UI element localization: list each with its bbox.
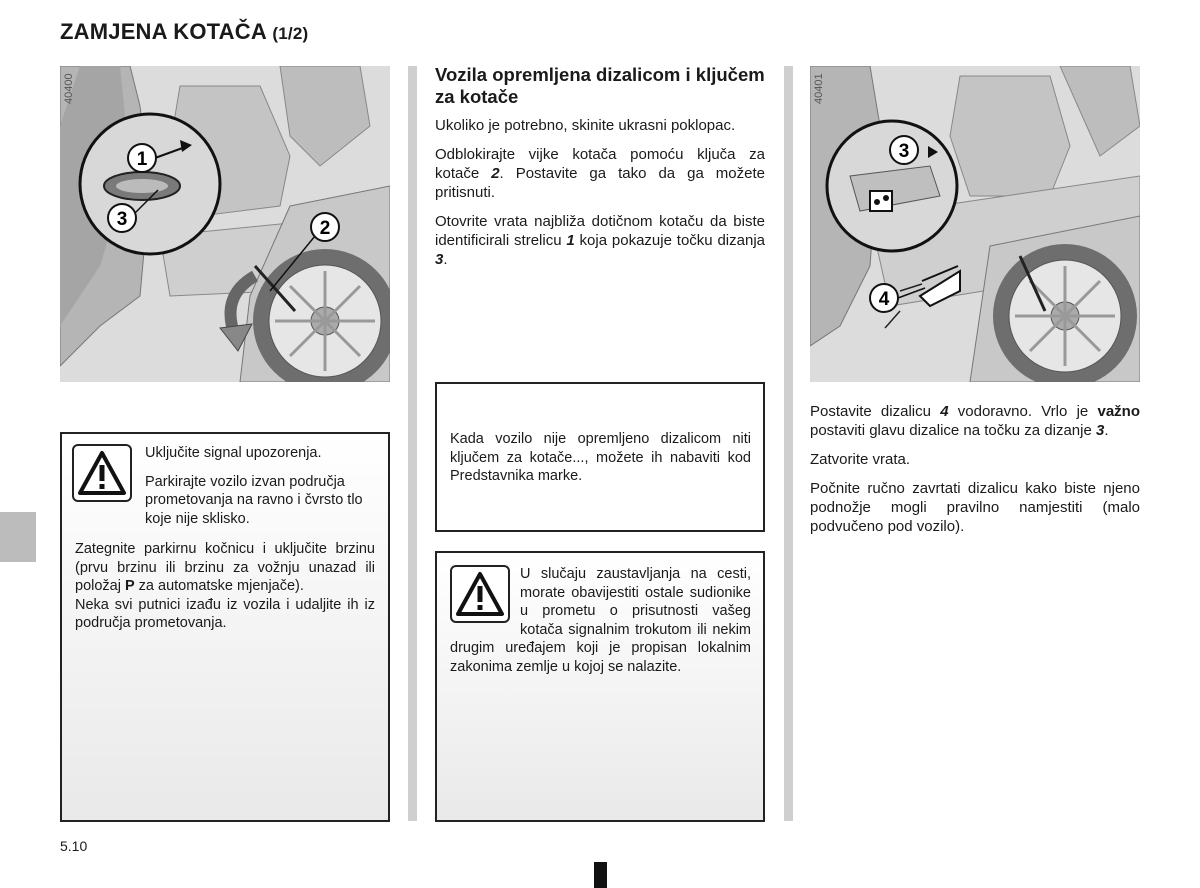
page-number: 5.10	[60, 838, 88, 854]
page-title-suffix: (1/2)	[272, 24, 309, 43]
column-separator-left	[408, 66, 417, 821]
right-paragraph-1: Postavite dizalicu 4 vodoravno. Vrlo je važno postaviti glavu dizalice na točku za dizanje 3.	[810, 403, 1141, 439]
warning-paragraph-2: Neka svi putnici izađu iz vozila i udaljite ih iz područja prometovanja.	[75, 596, 375, 631]
middle-paragraph-1: Ukoliko je potrebno, skinite ukrasni poklopac.	[435, 117, 736, 134]
warning-paragraph-1: Zategnite parkirnu kočnicu i uključite brzinu (prvu brzinu ili brzinu za vožnju unazad ili položaj P za automatske mjenjače).	[75, 541, 375, 594]
callout-4-label: 4	[878, 289, 890, 310]
callout-1-label: 1	[136, 149, 148, 170]
right-paragraph-2: Zatvorite vrata.	[810, 451, 911, 468]
warning-line-1: Uključite signal upozorenja.	[145, 445, 322, 461]
warning-box-left	[60, 432, 390, 822]
page-title	[60, 19, 308, 45]
note-box	[435, 382, 765, 532]
warning-triangle-icon	[450, 565, 510, 623]
right-column-text	[810, 402, 1140, 546]
figure-illustration	[810, 66, 1140, 382]
figure-door-lifting-point	[60, 66, 390, 382]
section-heading: Vozila opremljena dizalicom i ključem za kotače	[435, 64, 765, 107]
warning-line-2: Parkirajte vozilo izvan područja prometovanja na ravno i čvrsto tlo koje nije sklisko.	[145, 473, 363, 527]
page-marker	[594, 862, 607, 888]
callout-2-label: 2	[319, 218, 331, 239]
column-separator-right	[784, 66, 793, 821]
page-title-main: ZAMJENA KOTAČA	[60, 19, 267, 44]
middle-paragraph-3: Otovrite vrata najbliža dotičnom kotaču da biste identificirali strelicu 1 koja pokazuje točku dizanja 3.	[435, 213, 765, 268]
figure-code: 40400	[63, 73, 75, 104]
right-paragraph-3: Počnite ručno zavrtati dizalicu kako biste njeno podnožje mogli pravilno namjestiti (malo podvučeno pod vozilo).	[810, 480, 1140, 535]
figure-code: 40401	[813, 73, 825, 104]
warning-box-middle	[435, 551, 765, 822]
figure-illustration	[60, 66, 390, 382]
warning-middle-text: U slučaju zaustavljanja na cesti, morate obavijestiti ostale sudionike u prometu o prisutnosti vašeg kotača signalnim trokutom ili nekim drugim uređajem koji je propisan lokalnim zakonima zemlje u kojoj se nalazite.	[450, 566, 751, 675]
callout-3-label: 3	[116, 209, 128, 230]
warning-triangle-icon	[72, 444, 132, 502]
figure-jack-placement	[810, 66, 1140, 382]
middle-column-text	[435, 64, 765, 279]
chapter-tab	[0, 512, 36, 562]
note-text: Kada vozilo nije opremljeno dizalicom niti ključem za kotače..., možete ih nabaviti kod Predstavnika marke.	[450, 431, 751, 484]
middle-paragraph-2: Odblokirajte vijke kotača pomoću ključa za kotače 2. Postavite ga tako da ga možete pritisnuti.	[435, 146, 765, 201]
callout-3-label: 3	[898, 141, 910, 162]
